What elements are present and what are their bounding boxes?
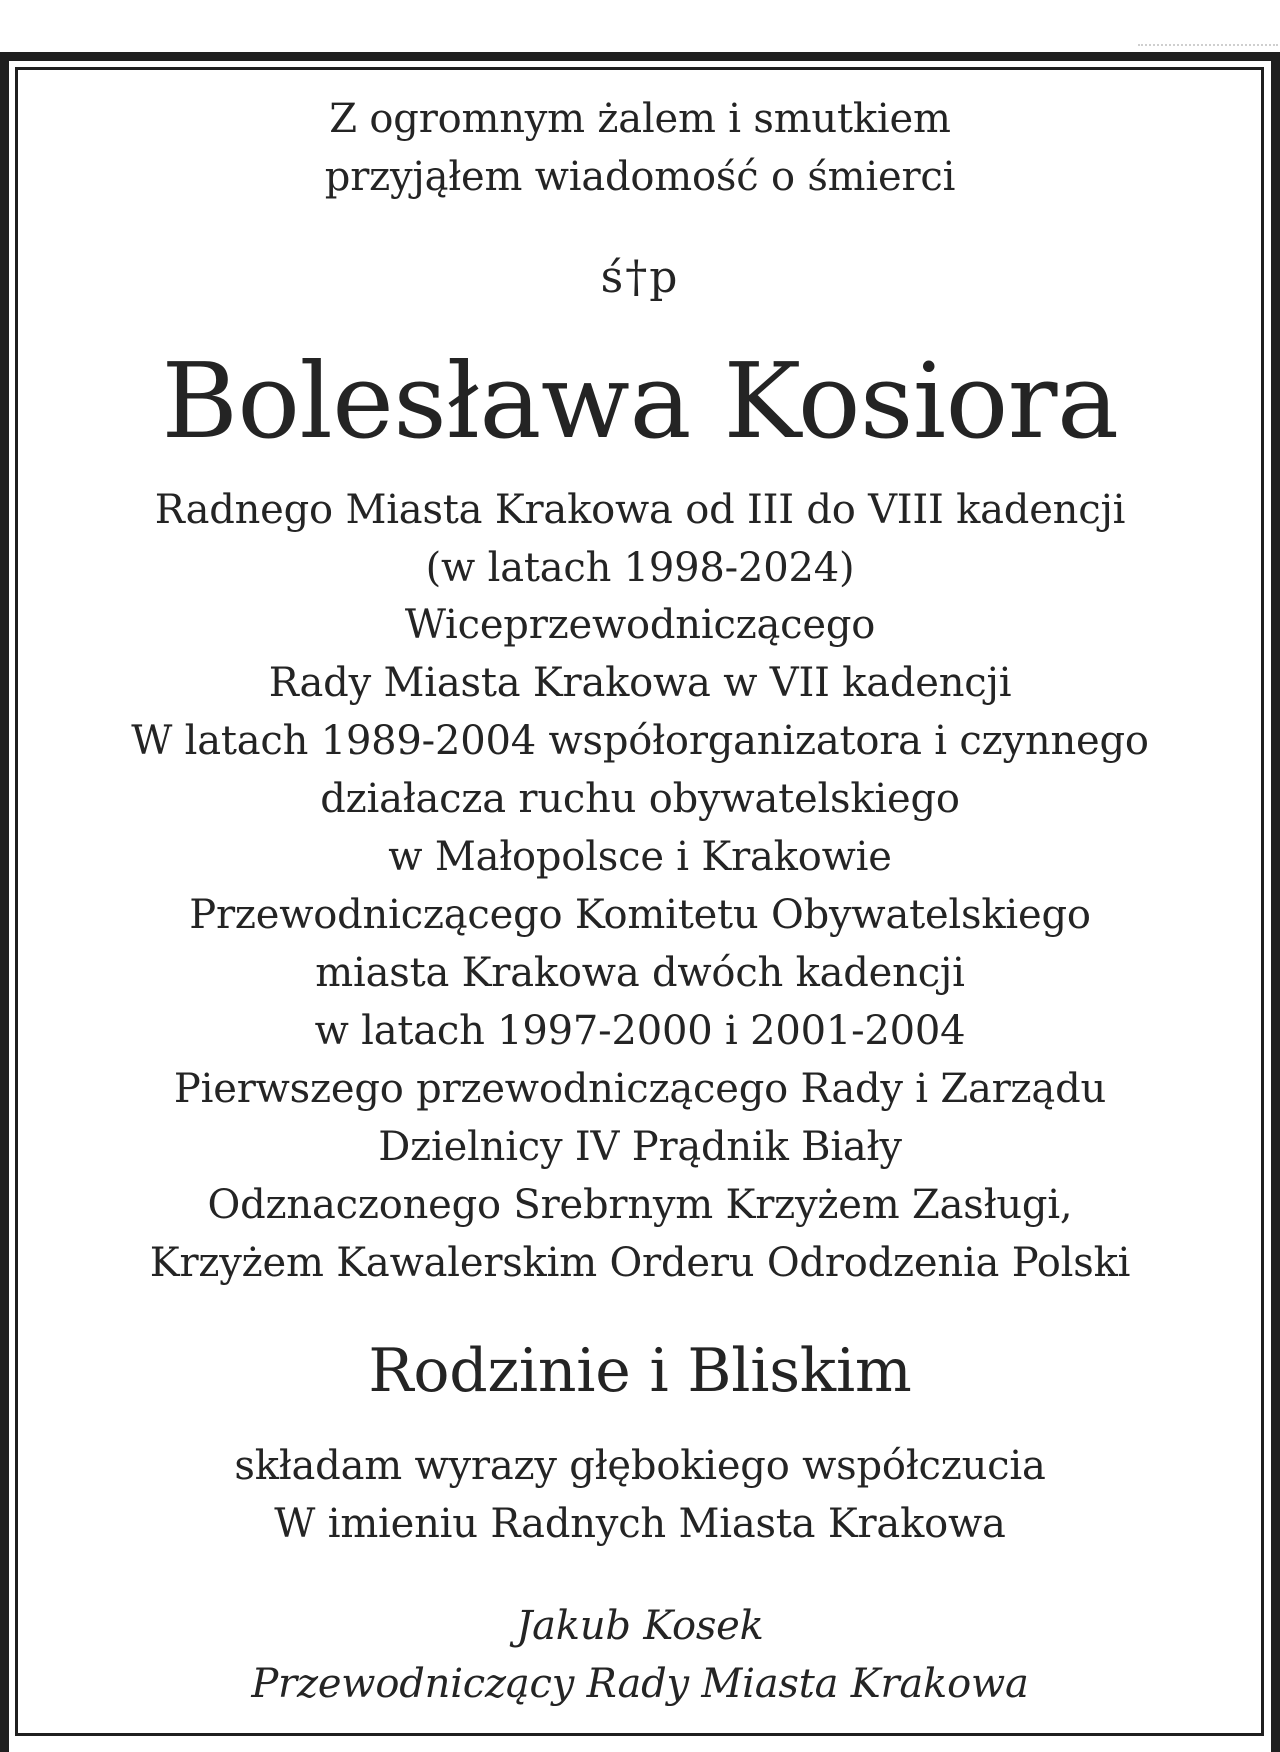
bio-line: Przewodniczącego Komitetu Obywatelskiego bbox=[189, 892, 1091, 938]
bio-line: Wiceprzewodniczącego bbox=[404, 602, 876, 648]
bio-line: Pierwszego przewodniczącego Rady i Zarządu bbox=[173, 1066, 1107, 1112]
bio-line: (w latach 1998-2024) bbox=[425, 545, 855, 591]
addressee-heading: Rodzinie i Bliskim bbox=[368, 1336, 912, 1406]
condolence-line: W imieniu Radnych Miasta Krakowa bbox=[274, 1501, 1006, 1547]
bio-line: Krzyżem Kawalerskim Orderu Odrodzenia Polski bbox=[149, 1240, 1131, 1286]
bio-line: w Małopolsce i Krakowie bbox=[388, 834, 892, 880]
bio-line: W latach 1989-2004 współorganizatora i czynnego bbox=[131, 718, 1149, 764]
bio-line: Radnego Miasta Krakowa od III do VIII kadencji bbox=[154, 487, 1126, 533]
signatory-title: Przewodniczący Rady Miasta Krakowa bbox=[251, 1661, 1029, 1707]
bio-line: Rady Miasta Krakowa w VII kadencji bbox=[268, 660, 1012, 706]
bio-line: Odznaczonego Srebrnym Krzyżem Zasługi, bbox=[207, 1182, 1073, 1228]
bio-line: w latach 1997-2000 i 2001-2004 bbox=[314, 1008, 966, 1054]
deceased-name: Bolesława Kosiora bbox=[161, 340, 1119, 462]
bio-line: działacza ruchu obywatelskiego bbox=[320, 776, 960, 822]
condolence-line: składam wyrazy głębokiego współczucia bbox=[234, 1443, 1046, 1489]
honorific-stp: ś†p bbox=[600, 252, 680, 303]
intro-line-2: przyjąłem wiadomość o śmierci bbox=[324, 154, 956, 200]
bio-line: miasta Krakowa dwóch kadencji bbox=[315, 950, 965, 996]
bio-line: Dzielnicy IV Prądnik Biały bbox=[378, 1124, 902, 1170]
intro-line-1: Z ogromnym żalem i smutkiem bbox=[329, 96, 951, 142]
signatory-name: Jakub Kosek bbox=[516, 1603, 764, 1649]
scan-artifact bbox=[1138, 44, 1278, 49]
